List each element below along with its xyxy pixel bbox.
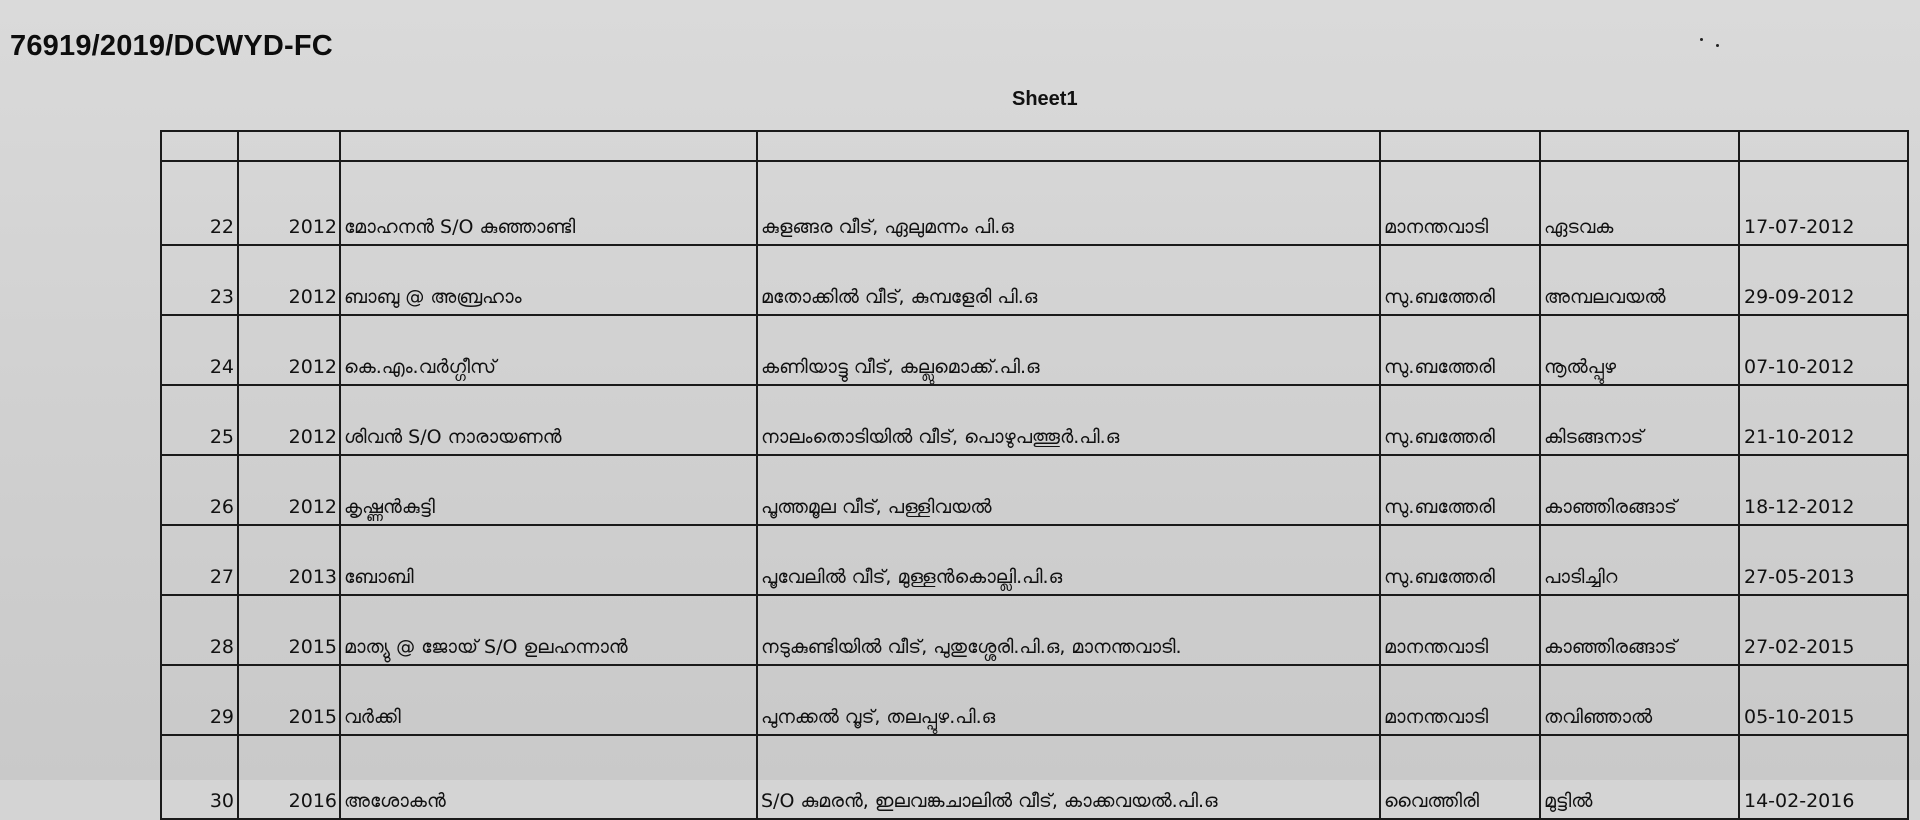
person-name: മാത്യു @ ജോയ് S/O ഉലഹന്നാൻ [340,595,757,665]
date: 07-10-2012 [1739,315,1908,385]
taluk: സു.ബത്തേരി [1380,525,1540,595]
address: നടുകുണ്ടിയിൽ വീട്, പുതുശ്ശേരി.പി.ഒ, മാനന്തവാടി. [757,595,1380,665]
village: ഏടവക [1540,161,1739,245]
serial-number: 27 [161,525,238,595]
serial-number: 23 [161,245,238,315]
person-name: വർക്കി [340,665,757,735]
date: 17-07-2012 [1739,161,1908,245]
address: പൂത്തമൂല വീട്, പള്ളിവയൽ [757,455,1380,525]
date: 29-09-2012 [1739,245,1908,315]
serial-number: 22 [161,161,238,245]
village: പാടിച്ചിറ [1540,525,1739,595]
header-cell [1739,131,1908,161]
serial-number: 29 [161,665,238,735]
taluk: മാനന്തവാടി [1380,161,1540,245]
person-name: കെ.എം.വർഗ്ഗീസ് [340,315,757,385]
year: 2012 [238,385,340,455]
year: 2012 [238,161,340,245]
village: അമ്പലവയൽ [1540,245,1739,315]
date: 14-02-2016 [1739,735,1908,819]
date: 18-12-2012 [1739,455,1908,525]
header-cell [1380,131,1540,161]
table-row [161,315,1908,385]
taluk: സു.ബത്തേരി [1380,315,1540,385]
table-row [161,525,1908,595]
file-reference-number: 76919/2019/DCWYD-FC [10,30,333,62]
serial-number: 30 [161,735,238,819]
year: 2015 [238,665,340,735]
address: നാലംതൊടിയിൽ വീട്, പൊഴുപത്തൂർ.പി.ഒ [757,385,1380,455]
header-cell [1540,131,1739,161]
table-row [161,665,1908,735]
year: 2016 [238,735,340,819]
person-name: കൃഷ്ണൻകുട്ടി [340,455,757,525]
header-cell [238,131,340,161]
address: കുളങ്ങര വീട്, ഏലുമന്നം പി.ഒ [757,161,1380,245]
serial-number: 28 [161,595,238,665]
person-name: ബോബി [340,525,757,595]
person-name: ബാബു @ അബ്രഹാം [340,245,757,315]
serial-number: 24 [161,315,238,385]
person-name: അശോകൻ [340,735,757,819]
address: കണിയാട്ടു വീട്, കല്ലുമൊക്ക്.പി.ഒ [757,315,1380,385]
address: പുനക്കൽ വൂട്, തലപ്പുഴ.പി.ഒ [757,665,1380,735]
village: കാഞ്ഞിരങ്ങാട് [1540,455,1739,525]
village: കിടങ്ങനാട് [1540,385,1739,455]
taluk: മാനന്തവാടി [1380,595,1540,665]
taluk: സു.ബത്തേരി [1380,245,1540,315]
village: മുട്ടിൽ [1540,735,1739,819]
table-header-row [161,131,1908,161]
date: 21-10-2012 [1739,385,1908,455]
serial-number: 26 [161,455,238,525]
scan-speck [1716,44,1719,47]
address: മതോക്കിൽ വീട്, കുമ്പളേരി പി.ഒ [757,245,1380,315]
date: 27-02-2015 [1739,595,1908,665]
taluk: മാനന്തവാടി [1380,665,1540,735]
address: S/O കുമരൻ, ഇലവങ്കചാലിൽ വീട്, കാക്കവയൽ.പി.ഒ [757,735,1380,819]
year: 2012 [238,315,340,385]
header-cell [340,131,757,161]
table-row [161,455,1908,525]
address: പൂവേലിൽ വീട്, മുള്ളൻകൊല്ലി.പി.ഒ [757,525,1380,595]
date: 27-05-2013 [1739,525,1908,595]
sheet-title: Sheet1 [1012,88,1078,110]
year: 2012 [238,455,340,525]
taluk: സു.ബത്തേരി [1380,455,1540,525]
table-row [161,161,1908,245]
village: തവിഞ്ഞാൽ [1540,665,1739,735]
year: 2013 [238,525,340,595]
village: കാഞ്ഞിരങ്ങാട് [1540,595,1739,665]
table-row [161,595,1908,665]
table-row [161,245,1908,315]
date: 05-10-2015 [1739,665,1908,735]
person-name: ശിവൻ S/O നാരായണൻ [340,385,757,455]
table-row [161,735,1908,819]
table-row [161,385,1908,455]
taluk: വൈത്തിരി [1380,735,1540,819]
serial-number: 25 [161,385,238,455]
records-table [160,130,1909,820]
header-cell [757,131,1380,161]
header-cell [161,131,238,161]
village: നൂൽപ്പുഴ [1540,315,1739,385]
scan-speck [1700,38,1703,41]
year: 2012 [238,245,340,315]
year: 2015 [238,595,340,665]
person-name: മോഹനൻ S/O കുഞ്ഞാണ്ടി [340,161,757,245]
taluk: സു.ബത്തേരി [1380,385,1540,455]
